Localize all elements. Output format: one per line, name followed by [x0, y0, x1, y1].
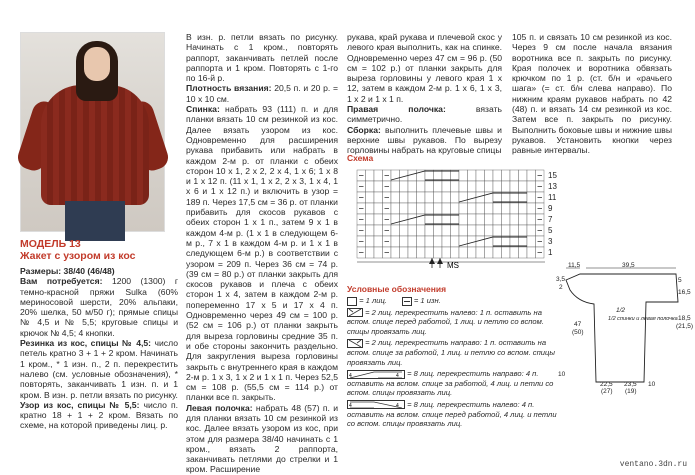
assembly-continued: 105 п. и связать 10 см резинкой из кос. Через 9 см после начала вязания воротника все п. закрыть по рисунку. Края полочек и воротника обвязать крючком по 1 р. (ст. б/н и «рачьего шага» (= ст. б/н слева направо). По нижним краям рукавов набрать по 42 (48) п. и вязать 14 см резинкой из кос. Затем все п. закрыть по рисунку. Выполнить боковые швы и нижние швы рукавов. Установить кнопки через равные интервалы. [512, 32, 672, 156]
chart-cell [510, 236, 519, 247]
chart-cell [417, 236, 426, 247]
chart-cell [527, 225, 536, 236]
chart-cell [417, 203, 426, 214]
chart-cell [408, 247, 417, 258]
garment-schematic [556, 262, 693, 395]
chart-cell [425, 170, 434, 181]
chart-cell [374, 203, 383, 214]
svg-text:4: 4 [396, 372, 399, 379]
chart-cell [510, 247, 519, 258]
chart-cell [442, 203, 451, 214]
back-instructions: Спинка: набрать 93 (111) п. и для планки вязать 10 см резинкой из кос. Далее вязать узором из кос. Одновременно для расширения рукава прибавить или набрать в каждом 2-м р. от планки с обеих сторон 10 х 1, 2 х 2, 2 х 4, 1 х 6; 1 х 8 и 1 х 12 п. (11 х 1, 1 х 2, 2 х 3, 1 х 4, 1 х 6 и 1 х 12 п.) и включить в узор = 189 п. Через 17,5 см = 36 р. от планки прибавить для скосов рукавов с обеих сторон 1 х 1 п., затем 9 х 1 в каждом 4-м р. (1 х 1 в следующем 6-м р., 7 х 1 в каждом 4-м р. и 1 х 1 в следующем 6-м р.) в соответствии с узором = 209 п. Через 36 см = 74 р. (39 см = 80 р.) от планки закрыть для скосов рукавов и плеча с обеих сторон 1 х 4, затем в каждом 2-м р. попеременно 17 х 5 и 17 х 4 п. Одновременно через 49 см = 100 р. (52 см = 106 р.) от планки закрыть для выреза горловины средние 35 п. и обе стороны закончить раздельно. Для закругления выреза горловины закрыть с внутреннего края в каждом 2-м р. 1 х 3, 1 х 2 и 1 х 1 п. Через 52,5 см = 108 р. (55,5 см = 114 р.) от планки все п. закрыть. [186, 104, 338, 403]
chart-cell [374, 192, 383, 203]
chart-cell [468, 181, 477, 192]
chart-cell [434, 225, 443, 236]
svg-text:4: 4 [349, 372, 352, 379]
chart-cell [408, 181, 417, 192]
chart-cell [400, 192, 409, 203]
column-3 [347, 32, 502, 156]
svg-text:39,5: 39,5 [622, 262, 635, 269]
chart-cell [451, 203, 460, 214]
chart-cell [527, 203, 536, 214]
chart-cell [476, 203, 485, 214]
chart-cell [434, 170, 443, 181]
chart-cell [391, 247, 400, 258]
chart-cell [434, 192, 443, 203]
chart-cell [493, 170, 502, 181]
chart-row-label: 11 [548, 193, 557, 202]
left-front-instructions: Левая полочка: набрать 48 (57) п. и для планки вязать 10 см резинкой из кос. Далее вязать узором из кос, при этом для размера 38/40 начинать с 1 кром., вязать 2 раппорта, заканчивать петлями до стрелки и 1 кром. Расширение [186, 402, 338, 475]
legend-title: Условные обозначения [347, 284, 447, 294]
legend-knit: = 1 лиц. = 1 изн. [347, 296, 562, 306]
chart-cell [366, 203, 375, 214]
sizes: Размеры: 38/40 (46/48) [20, 266, 115, 276]
materials: Вам потребуется: 1200 (1300) г темно-красной пряжи Sulka (60% мериносовой шерсти, 20% альпаки, 20% шелка, 50 м/50 г); прямые спицы № 4,5 и № 5,5; круговые спицы и крючок № 4,5; 4 кнопки. [20, 276, 178, 338]
legend-cross8-left: 4 4 = 8 лиц. перекрестить налево: 4 п. оставить на вспом. спице перед работой, 4 лиц. и петли со вспом. спицы провязать лиц. [347, 399, 557, 429]
chart-cell [527, 247, 536, 258]
chart-cell [519, 247, 528, 258]
chart-cell [510, 192, 519, 203]
chart-cell [408, 236, 417, 247]
chart-cell [391, 181, 400, 192]
column-4 [512, 32, 672, 156]
chart-cell [442, 236, 451, 247]
chart-cell [519, 181, 528, 192]
legend-cross2-left: = 2 лиц. перекрестить налево: 1 п. оставить на вспом. спице перед работой, 1 лиц. и петлю со вспом. спицы провязать лиц. [347, 307, 544, 336]
chart-cell [502, 170, 511, 181]
chart-cell [527, 214, 536, 225]
pattern-note: В изн. р. петли вязать по рисунку. Начинать с 1 кром., повторять раппорт, заканчивать петлей после раппорта и 1 кром. Повторять с 1-го по 16-й р. [186, 32, 338, 84]
chart-cell [459, 203, 468, 214]
chart-cell [476, 247, 485, 258]
chart-cell [425, 247, 434, 258]
chart-cell [374, 247, 383, 258]
chart-row-label: 1 [548, 248, 553, 257]
chart-cell [417, 247, 426, 258]
chart-cell [485, 214, 494, 225]
chart-cell [400, 236, 409, 247]
chart-cell [434, 247, 443, 258]
chart-row-label: 9 [548, 204, 553, 213]
chart-cell [451, 192, 460, 203]
chart-cell [485, 170, 494, 181]
chart-row-label: 5 [548, 226, 553, 235]
chart-cell [442, 214, 451, 225]
chart-cell [502, 203, 511, 214]
chart-cell [485, 181, 494, 192]
chart-cell [519, 170, 528, 181]
legend-cross8-right: 4 4 = 8 лиц. перекрестить направо: 4 п. оставить на вспом. спице за работой, 4 лиц. и петли со вспом. спицы провязать лиц. [347, 369, 554, 398]
chart-cell [493, 214, 502, 225]
chart-row-label: 13 [548, 182, 557, 191]
chart-cell [459, 214, 468, 225]
chart-cell [527, 236, 536, 247]
column-2 [186, 32, 338, 475]
chart-cell [451, 247, 460, 258]
chart-cell [408, 203, 417, 214]
chart-cell [425, 181, 434, 192]
chart-cell [459, 247, 468, 258]
chart-cell [442, 181, 451, 192]
chart-cell [459, 225, 468, 236]
chart-cell [417, 181, 426, 192]
chart-row-label: 7 [548, 215, 553, 224]
chart-cell [493, 192, 502, 203]
chart-cell [442, 192, 451, 203]
chart-cell [485, 203, 494, 214]
svg-text:3,5: 3,5 [556, 276, 566, 283]
chart-cell [459, 181, 468, 192]
chart-cell [493, 247, 502, 258]
svg-text:47: 47 [574, 321, 582, 328]
chart-cell [476, 214, 485, 225]
chart-cell [408, 225, 417, 236]
chart-cell [502, 236, 511, 247]
chart-cell [493, 203, 502, 214]
chart-cell [451, 214, 460, 225]
chart-cell [468, 247, 477, 258]
chart-cell [519, 203, 528, 214]
chart-cell [366, 247, 375, 258]
svg-text:5: 5 [678, 277, 682, 284]
chart-cell [434, 236, 443, 247]
chart-cell [510, 181, 519, 192]
chart-cell [425, 236, 434, 247]
legend [347, 296, 562, 431]
chart-cell [485, 247, 494, 258]
chart-cell [519, 192, 528, 203]
svg-text:4: 4 [349, 403, 352, 410]
chart-cell [366, 225, 375, 236]
chart-cell [476, 225, 485, 236]
svg-text:10: 10 [648, 381, 656, 388]
svg-text:16,5: 16,5 [678, 289, 691, 296]
chart-title: Схема [347, 153, 374, 163]
chart-cell [442, 247, 451, 258]
svg-text:(27): (27) [601, 388, 613, 395]
repeat-label: MS [447, 261, 459, 270]
chart-cell [408, 192, 417, 203]
right-front: Правая полочка: вязать симметрично. [347, 104, 502, 125]
chart-cell [374, 181, 383, 192]
column-1 [20, 238, 178, 431]
chart-cell [366, 192, 375, 203]
left-front-continued: рукава, край рукава и плечевой скос у левого края выполнить, как на спинке. Одновременно через 47 см = 96 р. (50 см = 102 р.) от планки закрыть для выреза горловины у левого края 1 х 12, затем в каждом 2-м р. 1 х 6, 1 х 3, 1 х 2 и 1 х 1 п. [347, 32, 502, 104]
svg-text:11,5: 11,5 [568, 262, 581, 269]
chart-cell [510, 225, 519, 236]
model-title: МОДЕЛЬ 13 Жакет с узором из кос [20, 238, 136, 262]
chart-cell [400, 225, 409, 236]
chart-cell [391, 236, 400, 247]
chart-cell [425, 192, 434, 203]
assembly: Сборка: выполнить плечевые швы и верхние швы рукавов. По вырезу горловины набрать на круговые спицы [347, 124, 502, 156]
chart-cell [510, 170, 519, 181]
chart-cell [374, 225, 383, 236]
chart-cell [366, 214, 375, 225]
chart-cell [468, 203, 477, 214]
chart-cell [451, 170, 460, 181]
chart-cell [502, 214, 511, 225]
watermark: ventano.3dn.ru [619, 460, 687, 469]
garment-label: 1/2 [616, 307, 626, 314]
svg-text:18,5: 18,5 [678, 315, 691, 322]
chart-cell [519, 236, 528, 247]
chart-cell [502, 192, 511, 203]
chart-cell [519, 214, 528, 225]
svg-text:(19): (19) [625, 388, 637, 395]
chart-cell [374, 214, 383, 225]
chart-cell [485, 225, 494, 236]
chart-cell [451, 181, 460, 192]
chart-cell [417, 225, 426, 236]
chart-cell [459, 170, 468, 181]
svg-text:22,5: 22,5 [600, 381, 613, 388]
chart-cell [442, 170, 451, 181]
chart-cell [451, 225, 460, 236]
model-photo [20, 32, 165, 232]
cable-pattern: Узор из кос, спицы № 5,5: число п. кратно 18 + 1 + 2 кром. Вязать по схеме, на которой приведены лиц. р. [20, 399, 178, 431]
chart-cell [468, 170, 477, 181]
chart-cell [527, 170, 536, 181]
chart-cell [527, 192, 536, 203]
density: Плотность вязания: 20,5 п. и 20 р. = 10 х 10 см. [186, 83, 338, 104]
chart-cell [468, 225, 477, 236]
chart-cell [434, 214, 443, 225]
chart-cell [434, 203, 443, 214]
chart-row-label: 15 [548, 171, 557, 180]
svg-text:1/2 спинки и левая полочка: 1/2 спинки и левая полочка [608, 316, 678, 322]
chart-cell [493, 225, 502, 236]
chart-cell [366, 181, 375, 192]
chart-cell [374, 170, 383, 181]
chart-cell [527, 181, 536, 192]
chart-cell [476, 170, 485, 181]
legend-cross2-right: = 2 лиц. перекрестить направо: 1 п. оставить на вспом. спице за работой, 1 лиц. и петлю со вспом. спицы провязать лиц. [347, 338, 555, 367]
chart-cell [468, 214, 477, 225]
chart-cell [434, 181, 443, 192]
chart-row-label: 3 [548, 237, 553, 246]
chart-cell [391, 203, 400, 214]
chart-cell [417, 192, 426, 203]
chart-cell [391, 192, 400, 203]
chart-cell [366, 170, 375, 181]
svg-text:10: 10 [558, 371, 566, 378]
chart-cell [476, 181, 485, 192]
svg-text:23,5: 23,5 [624, 381, 637, 388]
chart-cell [442, 225, 451, 236]
chart-cell [493, 236, 502, 247]
chart-cell [519, 225, 528, 236]
chart-cell [366, 236, 375, 247]
chart-cell [510, 203, 519, 214]
chart-cell [425, 203, 434, 214]
svg-text:(21,5): (21,5) [676, 323, 693, 330]
chart-cell [400, 247, 409, 258]
chart-cell [510, 214, 519, 225]
chart-cell [425, 214, 434, 225]
chart-cell [400, 181, 409, 192]
chart-cell [502, 181, 511, 192]
svg-text:4: 4 [396, 403, 399, 410]
chart-cell [374, 236, 383, 247]
rib-pattern: Резинка из кос, спицы № 4,5: число петель кратно 3 + 1 + 2 кром. Начинать 1 кром., * 1 изн. п., 2 п. перекрестить налево (см. условные обозначения), * повторять, заканчивать 1 изн. п. и 1 кром. В изн. р. петли вязать по рисунку. [20, 338, 178, 400]
chart-cell [502, 247, 511, 258]
chart-cell [400, 203, 409, 214]
chart-cell [493, 181, 502, 192]
chart-cell [502, 225, 511, 236]
chart-cell [425, 225, 434, 236]
chart-cell [391, 225, 400, 236]
svg-text:2: 2 [559, 284, 563, 291]
chart-cell [451, 236, 460, 247]
svg-text:(50): (50) [572, 329, 584, 336]
